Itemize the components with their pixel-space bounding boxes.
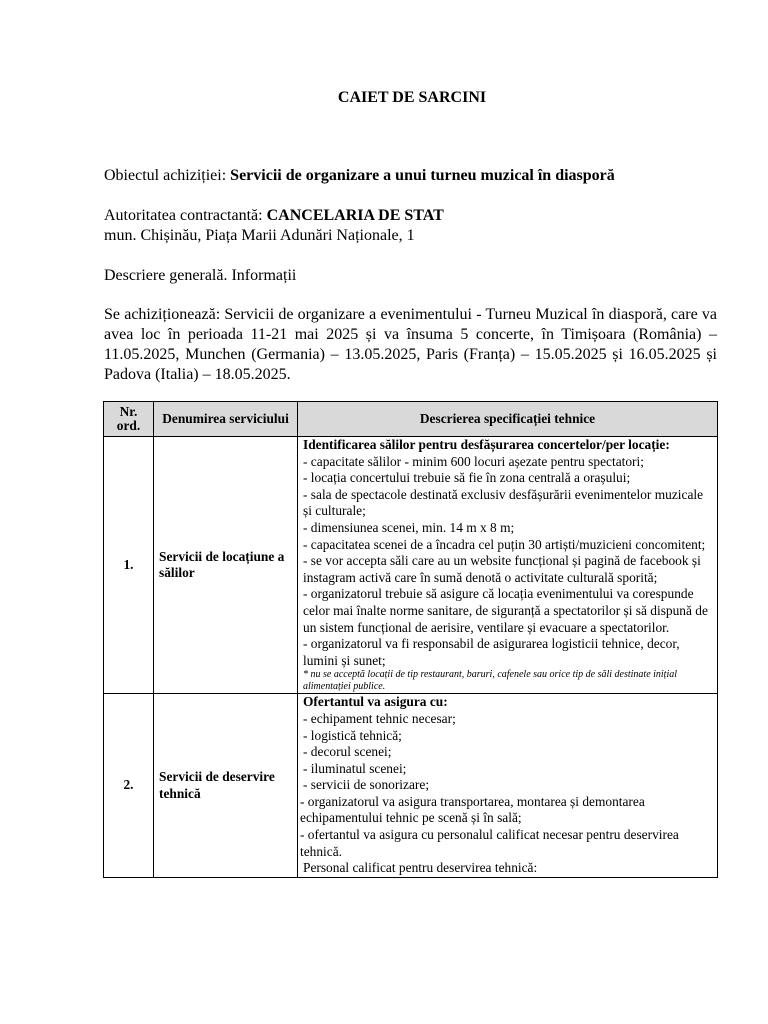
table-row <box>104 437 718 694</box>
authority-value: CANCELARIA DE STAT <box>266 207 444 224</box>
general-heading: Descriere generală. Informații <box>104 267 297 284</box>
row-description <box>298 437 718 694</box>
row-number: 2. <box>104 694 154 878</box>
table-row <box>104 694 718 878</box>
description-line: - locația concertului trebuie să fie în zona centrală a orașului; <box>303 470 631 486</box>
page-title: CAIET DE SARCINI <box>337 89 487 106</box>
authority-block <box>104 206 716 246</box>
description-line: - dimensiunea scenei, min. 14 m x 8 m; <box>303 519 515 535</box>
description-line: - capacitatea scenei de a încadra cel puțin 30 artiști/muzicieni concomitent; <box>303 536 706 552</box>
description-title: Ofertantul va asigura cu: <box>303 694 448 710</box>
description-line: - decorul scenei; <box>303 744 392 760</box>
description-line: - sala de spectacole destinată exclusiv desfășurării evenimentelor muzicale și culturale; <box>303 486 704 519</box>
authority-label: Autoritatea contractantă: <box>104 207 267 224</box>
authority-address: mun. Chișinău, Piața Marii Adunări Naționale, 1 <box>104 227 415 244</box>
table-header-row <box>104 402 718 437</box>
objective-line <box>104 166 716 186</box>
description-line: - organizatorul va fi responsabil de asigurarea logisticii tehnice, decor, lumini și sunet; <box>303 636 680 668</box>
specification-table <box>103 401 718 878</box>
row-description <box>298 694 718 878</box>
description-line: - logistică tehnică; <box>303 727 402 743</box>
description-line: - iluminatul scenei; <box>303 760 407 776</box>
header-description: Descrierea specificației tehnice <box>298 402 718 437</box>
objective-label: Obiectul achiziției: <box>104 167 231 184</box>
description-title: Identificarea sălilor pentru desfășurarea concertelor/per locație: <box>303 437 670 452</box>
description-line: - capacitate sălilor - minim 600 locuri așezate pentru spectatori; <box>303 453 644 469</box>
header-nr: Nr. ord. <box>104 402 154 437</box>
description-line: - se vor accepta săli care au un website funcțional și pagină de facebook și instagram activă care în sumă denotă o activitate culturală sporită; <box>303 553 701 585</box>
row-service-name: Servicii de locațiune a sălilor <box>154 437 298 694</box>
description-line: - organizatorul va asigura transportarea, montarea și demontarea echipamentului tehnic pe scenă și în sală; <box>300 793 645 826</box>
description-line: - organizatorul trebuie să asigure că locația evenimentului va corespunde celor mai înalte norme sanitare, de siguranță a spectatorilor și să dispună de un sistem funcțional de aerisire, ventilare și evacuare a spectatorilor. <box>303 586 708 635</box>
header-service: Denumirea serviciului <box>154 402 298 437</box>
row-service-name: Servicii de deservire tehnică <box>154 694 298 878</box>
description-note: * nu se acceptă locații de tip restaurant, baruri, cafenele sau orice tip de săli destinate inițial alimentației publice. <box>303 669 678 693</box>
description-line: Personal calificat pentru deservirea tehnică: <box>303 860 538 876</box>
description-line: - echipament tehnic necesar; <box>303 710 456 726</box>
summary-paragraph: Se achiziționează: Servicii de organizare a evenimentului - Turneu Muzical în diasporă, care va avea loc în perioada 11-21 mai 2025 și va însuma 5 concerte, în Timișoara (România) – 11.05.2025, Munchen (Germania) – 13.05.2025, Paris (Franța) – 15.05.2025 și 16.05.2025 și Padova (Italia) – 18.05.2025. <box>104 306 717 383</box>
description-line: - ofertantul va asigura cu personalul calificat necesar pentru deservirea tehnică. <box>300 827 679 859</box>
description-line: - servicii de sonorizare; <box>303 777 430 793</box>
objective-value: Servicii de organizare a unui turneu muzical în diasporă <box>230 167 615 184</box>
row-number: 1. <box>104 437 154 694</box>
